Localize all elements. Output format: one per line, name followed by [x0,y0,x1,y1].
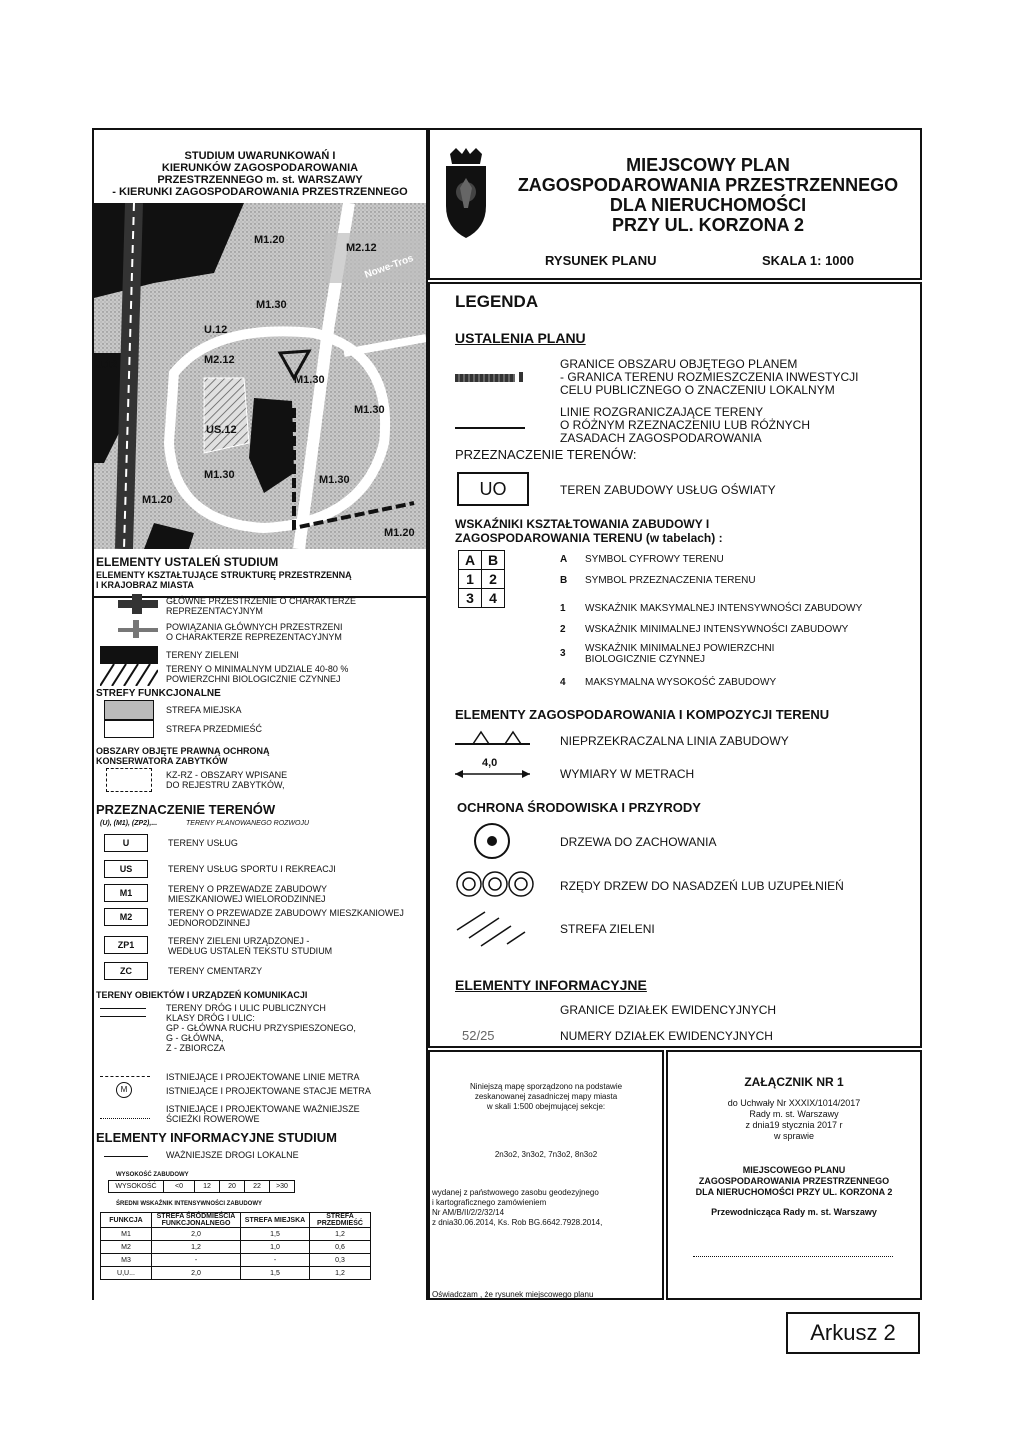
studium-legend-sub [96,570,352,590]
tereny-zieleni-text: TERENY ZIELENI [166,650,239,660]
wysokosc-cell: WYSOKOŚĆ [109,1181,164,1193]
wskaznik-header: STREFA MIEJSKA [241,1213,310,1228]
strefa-zieleni-text: STREFA ZIELENI [560,922,655,936]
wskaznik-key: 3 [560,648,566,659]
strefy-heading: STREFY FUNKCJONALNE [96,688,221,699]
legend-line: ISTNIEJĄCE I PROJEKTOWANE WAŻNIEJSZE [166,1104,360,1114]
wskaznik-text: WSKAŹNIK MAKSYMALNEJ INTENSYWNOŚCI ZABUDOWY [585,603,863,614]
studium-przeznaczenie-note-b: TERENY PLANOWANEGO ROZWOJU [186,820,310,827]
wskaznik-cell: 2,0 [152,1267,241,1280]
studium-title-line: KIERUNKÓW ZAGOSPODAROWANIA [161,162,359,174]
zalacznik-subject [668,1165,920,1198]
numer-dzialki-example: 52/25 [462,1028,495,1043]
map-label: M1.30 [256,299,287,311]
sciezki-text [166,1104,360,1124]
plan-title-line: MIEJSCOWY PLAN [626,155,790,175]
legend-line: TERENY ZIELENI URZĄDZONEJ - [168,936,310,946]
ustalenia-heading: USTALENIA PLANU [455,330,586,346]
zalacznik-line: z dnia19 stycznia 2017 r [745,1120,843,1130]
wskaznik-text: SYMBOL CYFROWY TERENU [585,554,724,565]
wskaznik-cell: U,U... [101,1267,152,1280]
legend-line: - GRANICA TERENU ROZMIESZCZENIA INWESTYCJI [560,370,859,384]
wskaznik-cell: - [152,1254,241,1267]
map-label: M1.20 [384,527,415,539]
legend-line: POWIERZCHNI BIOLOGICZNIE CZYNNEJ [166,674,341,684]
signature-line [693,1256,893,1257]
legend-line: O RÓŻNYM RZEZNACZENIU LUB RÓŻNYCH [560,418,811,432]
legend-line: WSKAŹNIK MINIMALNEJ POWIERZCHNI [585,643,775,654]
wysokosc-row [109,1181,295,1193]
linia-zabudowy-symbol [455,728,530,746]
wysokosc-cell: 12 [195,1181,220,1193]
wskaznik-cell: 1,2 [152,1241,241,1254]
tereny-zieleni-symbol [100,646,158,664]
arkusz-label: Arkusz 2 [786,1312,920,1354]
teren-row [104,908,404,928]
notice-line: Nr AM/B/II/2/2/32/14 [432,1208,505,1217]
wskaznik-cell: 0,3 [310,1254,371,1267]
wysokosc-cell: >30 [270,1181,295,1193]
ochrona-heading: OCHRONA ŚRODOWISKA I PRZYRODY [457,800,701,815]
legend-line: LINIE ROZGRANICZAJĄCE TERENY [560,405,764,419]
wysokosc-cell: <0 [164,1181,195,1193]
zalacznik-line: DLA NIERUCHOMOŚCI PRZY UL. KORZONA 2 [695,1187,893,1197]
notice-line: Niniejszą mapę sporządzono na podstawie [469,1082,623,1091]
glowne-przestrzenie-text [166,596,356,616]
notice-line: z dnia30.06.2014, Ks. Rob BG.6642.7928.2014, [432,1218,603,1227]
wys-title: WYSOKOŚĆ ZABUDOWY [116,1172,189,1178]
notice-line: w skali 1:500 obejmującej sekcje: [486,1102,606,1111]
studium-title-line: - KIERUNKI ZAGOSPODAROWANIA PRZESTRZENNEGO [112,186,408,198]
map-label: M1.30 [294,374,325,386]
ab-table [458,550,505,608]
teren-symbol: ZP1 [104,936,148,954]
wskaznik-cell: 1,2 [310,1228,371,1241]
map-label: U.12 [204,324,228,336]
metro-station-icon: M [116,1082,132,1098]
ab-row [459,551,505,570]
notice-line: i kartograficznego zamówieniem [432,1198,547,1207]
left-column-side-line [92,598,94,1300]
wskaznik-key: 1 [560,603,566,614]
teren-text [168,864,336,874]
map-label: M1.20 [142,494,173,506]
legend-line: JEDNORODZINNEJ [168,918,251,928]
plan-title-line: PRZY UL. KORZONA 2 [611,215,804,235]
sciezki-symbol [100,1118,150,1119]
rzedy-drzew-icon [455,870,535,898]
ab-cell: 3 [459,589,482,608]
rzedy-text: RZĘDY DRZEW DO NASADZEŃ LUB UZUPEŁNIEŃ [560,879,844,893]
strefa-przedmiesc-text: STREFA PRZEDMIEŚĆ [166,724,263,734]
wskaznik-header: FUNKCJA [101,1213,152,1228]
studium-przeznaczenie-note-a: (U), (M1), (ZP2),... [100,820,158,827]
legend-line: O CHARAKTERZE REPREZENTACYJNYM [166,632,342,642]
granica-symbol [455,374,515,382]
obszary-heading [96,746,270,766]
teren-text [168,936,332,956]
tereny-biol-symbol [100,664,158,686]
studium-info-heading: ELEMENTY INFORMACYJNE STUDIUM [96,1130,337,1145]
legend-line: BIOLOGICZNIE CZYNNEJ [585,654,706,665]
tereny-biol-text [166,664,348,684]
wskaznik-row [101,1241,371,1254]
metro-linie-text: ISTNIEJĄCE I PROJEKTOWANE LINIE METRA [166,1072,360,1082]
granice-dzialek-text: GRANICE DZIAŁEK EWIDENCYJNYCH [560,1003,777,1017]
legend-line: CELU PUBLICZNEGO O ZNACZENIU LOKALNYM [560,383,835,397]
notice-line: zeskanowanej zasadniczej mapy miasta [474,1092,618,1101]
ab-cell: B [482,551,505,570]
wskaznik-table [100,1212,371,1280]
teren-text [168,908,404,928]
linia-rozgraniczajaca-text [560,406,810,445]
strefa-zieleni-symbol [455,908,535,948]
ab-cell: A [459,551,482,570]
wskaznik-text: SYMBOL PRZEZNACZENIA TERENU [585,575,756,586]
strefa-przedmiesc-symbol [104,720,154,738]
teren-symbol: ZC [104,962,148,980]
wysokosc-cell: 20 [220,1181,245,1193]
legend-line: POWIĄZANIA GŁÓWNYCH PRZESTRZENI [166,622,343,632]
zalacznik-title: ZAŁĄCZNIK NR 1 [744,1075,844,1089]
map-label: M2.12 [204,354,235,366]
wskaznik-text [585,643,774,665]
wymiar-symbol [455,768,530,780]
legend-line: ZASADACH ZAGOSPODAROWANIA [560,431,762,445]
map-label: M1.20 [254,234,285,246]
ab-cell: 1 [459,570,482,589]
teren-text [168,884,327,904]
powiazania-text [166,622,343,642]
studium-map [94,203,426,549]
legend-line: G - GŁÓWNA, [166,1033,224,1043]
oswiadczam-text: Oświadczam , że rysunek miejscowego planu [432,1290,594,1299]
teren-row [104,834,238,852]
uo-text: TEREN ZABUDOWY USŁUG OŚWIATY [560,483,776,497]
teren-row [104,936,332,956]
drzewo-icon-dot [487,836,497,846]
metro-stacje-text: ISTNIEJĄCE I PROJEKTOWANE STACJE METRA [166,1086,371,1096]
numery-dzialek-text: NUMERY DZIAŁEK EWIDENCYJNYCH [560,1029,773,1043]
plan-title [500,155,916,235]
wskaznik-header: STREFA PRZEDMIEŚĆ [310,1213,371,1228]
skala-label: SKALA 1: 1000 [762,253,854,268]
wskaznik-key: 4 [560,677,566,688]
drogi-text: WAŻNIEJSZE DROGI LOKALNE [166,1150,299,1160]
studium-przeznaczenie-heading: PRZEZNACZENIE TERENÓW [96,802,276,817]
wskaznik-cell: 1,2 [310,1267,371,1280]
plan-title-line: DLA NIERUCHOMOŚCI [609,195,807,215]
wskaznik-text: WSKAŹNIK MINIMALNEJ INTENSYWNOŚCI ZABUDOWY [585,624,849,635]
wskaznik-cell: 1,5 [241,1267,310,1280]
wskaznik-row [101,1267,371,1280]
plan-title-line: ZAGOSPODAROWANIA PRZESTRZENNEGO [517,175,899,195]
komunikacja-line-1 [100,1008,146,1009]
uo-symbol: UO [457,472,529,506]
map-label: M1.30 [204,469,235,481]
map-label: M1.30 [354,404,385,416]
zalacznik-line: MIEJSCOWEGO PLANU [742,1165,846,1175]
ab-cell: 2 [482,570,505,589]
teren-row [104,884,327,904]
legend-line: DO REJESTRU ZABYTKÓW, [166,780,285,790]
strefa-miejska-text: STREFA MIEJSKA [166,705,242,715]
elementy-heading: ELEMENTY ZAGOSPODAROWANIA I KOMPOZYCJI TERENU [455,707,830,722]
wskaznik-cell: 2,0 [152,1228,241,1241]
legend-line: KZ-RZ - OBSZARY WPISANE [166,770,288,780]
info-heading: ELEMENTY INFORMACYJNE [455,977,647,993]
wskaznik-cell: M1 [101,1228,152,1241]
wymiary-text: WYMIARY W METRACH [560,767,695,781]
drzewa-text: DRZEWA DO ZACHOWANIA [560,835,717,849]
wskaznik-cell: 0,6 [310,1241,371,1254]
wskaznik-key: B [560,575,568,586]
teren-row [104,860,336,878]
wskazniki-heading [455,517,723,545]
legend-line: OBSZARY OBJĘTE PRAWNĄ OCHRONĄ [96,746,270,756]
wskaznik-key: A [560,554,568,565]
powiazania-cross [133,620,139,638]
legend-line: ŚCIEŻKI ROWEROWE [166,1114,260,1124]
kz-symbol [106,768,152,792]
teren-symbol: U [104,834,148,852]
legend-line: GP - GŁÓWNA RUCHU PRZYSPIESZONEGO, [166,1023,356,1033]
zalacznik-line: ZAGOSPODAROWANIA PRZESTRZENNEGO [698,1176,890,1186]
drogi-symbol [104,1156,148,1157]
legend-line: TERENY DRÓG I ULIC PUBLICZNYCH [166,1003,326,1013]
linia-zabudowy-text: NIEPRZEKRACZALNA LINIA ZABUDOWY [560,734,789,748]
legend-line: KLASY DRÓG I ULIC: [166,1013,255,1023]
ab-row [459,589,505,608]
wskaznik-cell: M3 [101,1254,152,1267]
legend-line: WEDŁUG USTALEŃ TEKSTU STUDIUM [168,946,333,956]
wskaznik-cell: 1,5 [241,1228,310,1241]
teren-symbol: US [104,860,148,878]
map-label: Nowe-Tros [363,252,416,281]
studium-title-line: PRZESTRZENNEGO m. st. WARSZAWY [157,174,363,186]
metro-line-symbol [100,1076,150,1077]
teren-symbol: M2 [104,908,148,926]
wysokosc-table [108,1180,295,1193]
zalacznik-line: w sprawie [773,1131,814,1141]
wskaznik-key: 2 [560,624,566,635]
wskaznik-cell: 1,0 [241,1241,310,1254]
wskaznik-row [101,1254,371,1267]
zalacznik-line: do Uchwały Nr XXXIX/1014/2017 [727,1098,861,1108]
linia-rozgraniczajaca-symbol [455,427,525,429]
granica-text [560,358,858,397]
warsaw-coat-of-arms-icon [440,148,492,238]
legend-line: ZAGOSPODAROWANIA TERENU (w tabelach) : [455,531,723,545]
teren-row [104,962,262,980]
legend-line: TERENY CMENTARZY [168,966,263,976]
sekcje-text: 2n3o2, 3n3o2, 7n3o2, 8n3o2 [494,1150,598,1159]
legend-line: TERENY O PRZEWADZE ZABUDOWY MIESZKANIOWEJ [168,908,404,918]
legend-line: KONSERWATORA ZABYTKÓW [96,756,228,766]
przewodniczaca-text: Przewodnicząca Rady m. st. Warszawy [711,1207,877,1217]
przeznaczenie-heading: PRZEZNACZENIE TERENÓW: [455,447,637,462]
notice-text [430,1082,662,1112]
glowne-przestrzenie-cross [132,594,142,614]
legend-line: TERENY USŁUG [168,838,238,848]
wskaznik-cell: - [241,1254,310,1267]
studium-title-line: STUDIUM UWARUNKOWAŃ I [184,150,336,162]
wskaznik-header: STREFA ŚRÓDMIEŚCIA FUNKCJONALNEGO [152,1213,241,1228]
studium-title [94,150,426,198]
notice-line: wydanej z państwowego zasobu geodezyjnego [432,1188,599,1197]
wymiar-value: 4,0 [482,757,498,769]
ab-row [459,570,505,589]
studium-legend-sub-line: ELEMENTY KSZTAŁTUJĄCE STRUKTURĘ PRZESTRZENNĄ [96,570,352,580]
strefa-miejska-symbol [104,700,154,720]
studium-legend-sub-line: I KRAJOBRAZ MIASTA [96,580,194,590]
komunikacja-text [166,1003,356,1053]
wskaznik-header-row [101,1213,371,1228]
legenda-title: LEGENDA [455,292,539,311]
legend-line: TERENY O MINIMALNYM UDZIALE 40-80 % [166,664,349,674]
komunikacja-line-2 [100,1016,146,1017]
legend-line: GRANICE OBSZARU OBJĘTEGO PLANEM [560,357,798,371]
teren-text [168,966,262,976]
notice-text-2 [432,1188,602,1228]
wskaznik-cell: M2 [101,1241,152,1254]
wysokosc-cell: 22 [245,1181,270,1193]
map-label: J.12 [96,359,118,371]
map-label: M1.30 [319,474,350,486]
kz-text [166,770,287,790]
zalacznik-lines [668,1098,920,1142]
ab-cell: 4 [482,589,505,608]
granica-symbol-end [519,372,523,382]
wsk-title: ŚREDNI WSKAŹNIK INTENSYWNOŚCI ZABUDOWY [116,1201,262,1207]
legend-line: TERENY USŁUG SPORTU I REKREACJI [168,864,336,874]
zalacznik-line: Rady m. st. Warszawy [749,1109,839,1119]
map-label: M2.12 [346,242,377,254]
legend-line: Z - ZBIORCZA [166,1043,225,1053]
wskaznik-text: MAKSYMALNA WYSOKOŚĆ ZABUDOWY [585,677,777,688]
legend-line: MIESZKANIOWEJ WIELORODZINNEJ [168,894,326,904]
wskaznik-row [101,1228,371,1241]
legend-line: TERENY O PRZEWADZE ZABUDOWY [168,884,328,894]
studium-legend-heading: ELEMENTY USTALEŃ STUDIUM [96,555,279,569]
legend-line: REPREZENTACYJNYM [166,606,263,616]
teren-text [168,838,238,848]
teren-symbol: M1 [104,884,148,902]
map-label: US.12 [206,424,237,436]
legend-line: GŁÓWNE PRZESTRZENIE O CHARAKTERZE [166,596,357,606]
komunikacja-heading: TERENY OBIEKTÓW I URZĄDZEŃ KOMUNIKACJI [96,990,308,1000]
legend-line: WSKAŹNIKI KSZTAŁTOWANIA ZABUDOWY I [455,517,710,531]
rysunek-label: RYSUNEK PLANU [545,253,657,268]
